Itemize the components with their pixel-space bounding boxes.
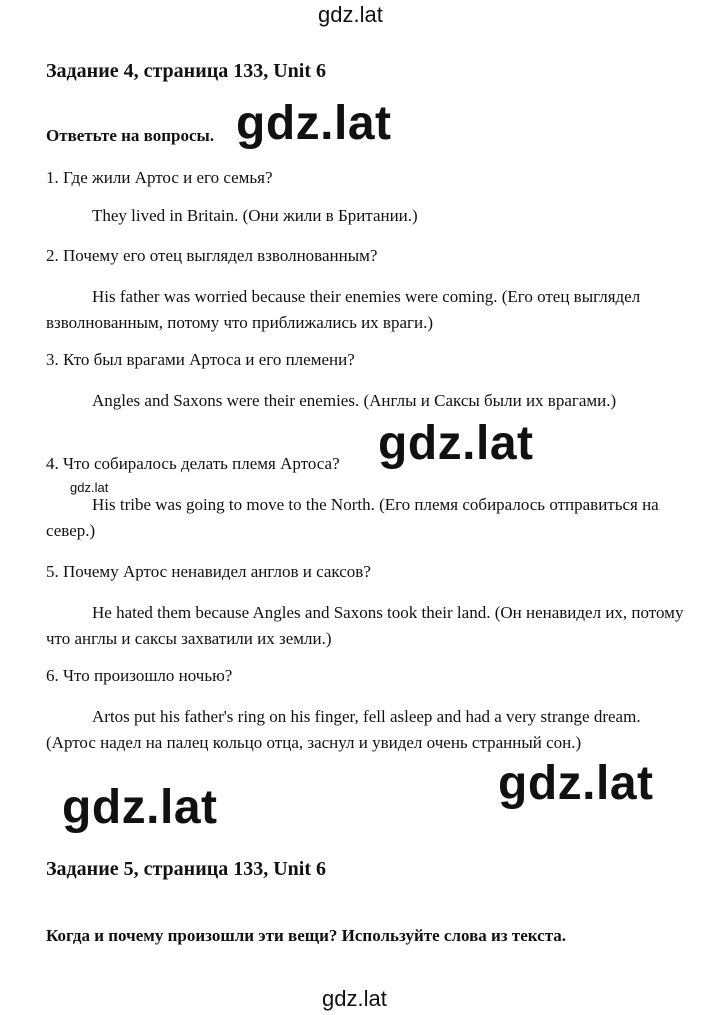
watermark-big-4: gdz.lat	[62, 781, 218, 834]
answer-4: His tribe was going to move to the North. (Его племя собиралось отправиться на север.)	[46, 495, 659, 540]
task4-title: Задание 4, страница 133, Unit 6	[46, 60, 327, 82]
watermark-big-2: gdz.lat	[378, 417, 534, 470]
task4-instruction: Ответьте на вопросы.	[46, 126, 215, 145]
answer-3: Angles and Saxons were their enemies. (Англы и Саксы были их врагами.)	[92, 391, 617, 410]
task5-title: Задание 5, страница 133, Unit 6	[46, 858, 327, 880]
answer-5: He hated them because Angles and Saxons took their land. (Он ненавидел их, потому что англы и саксы захватили их земли.)	[46, 603, 684, 648]
answer-2: His father was worried because their enemies were coming. (Его отец выглядел взволнованным, потому что приближались их враги.)	[46, 287, 641, 332]
watermark-top: gdz.lat	[318, 2, 383, 27]
task5-instruction: Когда и почему произошли эти вещи? Используйте слова из текста.	[46, 926, 567, 945]
answer-1: They lived in Britain. (Они жили в Британии.)	[92, 206, 418, 225]
question-3: 3. Кто был врагами Артоса и его племени?	[46, 350, 355, 369]
question-4: 4. Что собиралось делать племя Артоса?	[46, 454, 340, 473]
question-6: 6. Что произошло ночью?	[46, 666, 233, 685]
question-1: 1. Где жили Артос и его семья?	[46, 168, 273, 187]
watermark-big-1: gdz.lat	[236, 97, 392, 150]
watermark-big-3: gdz.lat	[498, 757, 654, 810]
question-5: 5. Почему Артос ненавидел англов и саксов?	[46, 562, 371, 581]
question-2: 2. Почему его отец выглядел взволнованным?	[46, 246, 378, 265]
watermark-tiny: gdz.lat	[70, 480, 109, 495]
answer-6: Artos put his father's ring on his finger, fell asleep and had a very strange dream. (Артос надел на палец кольцо отца, заснул и увидел очень странный сон.)	[46, 707, 641, 752]
watermark-bottom: gdz.lat	[322, 986, 387, 1011]
